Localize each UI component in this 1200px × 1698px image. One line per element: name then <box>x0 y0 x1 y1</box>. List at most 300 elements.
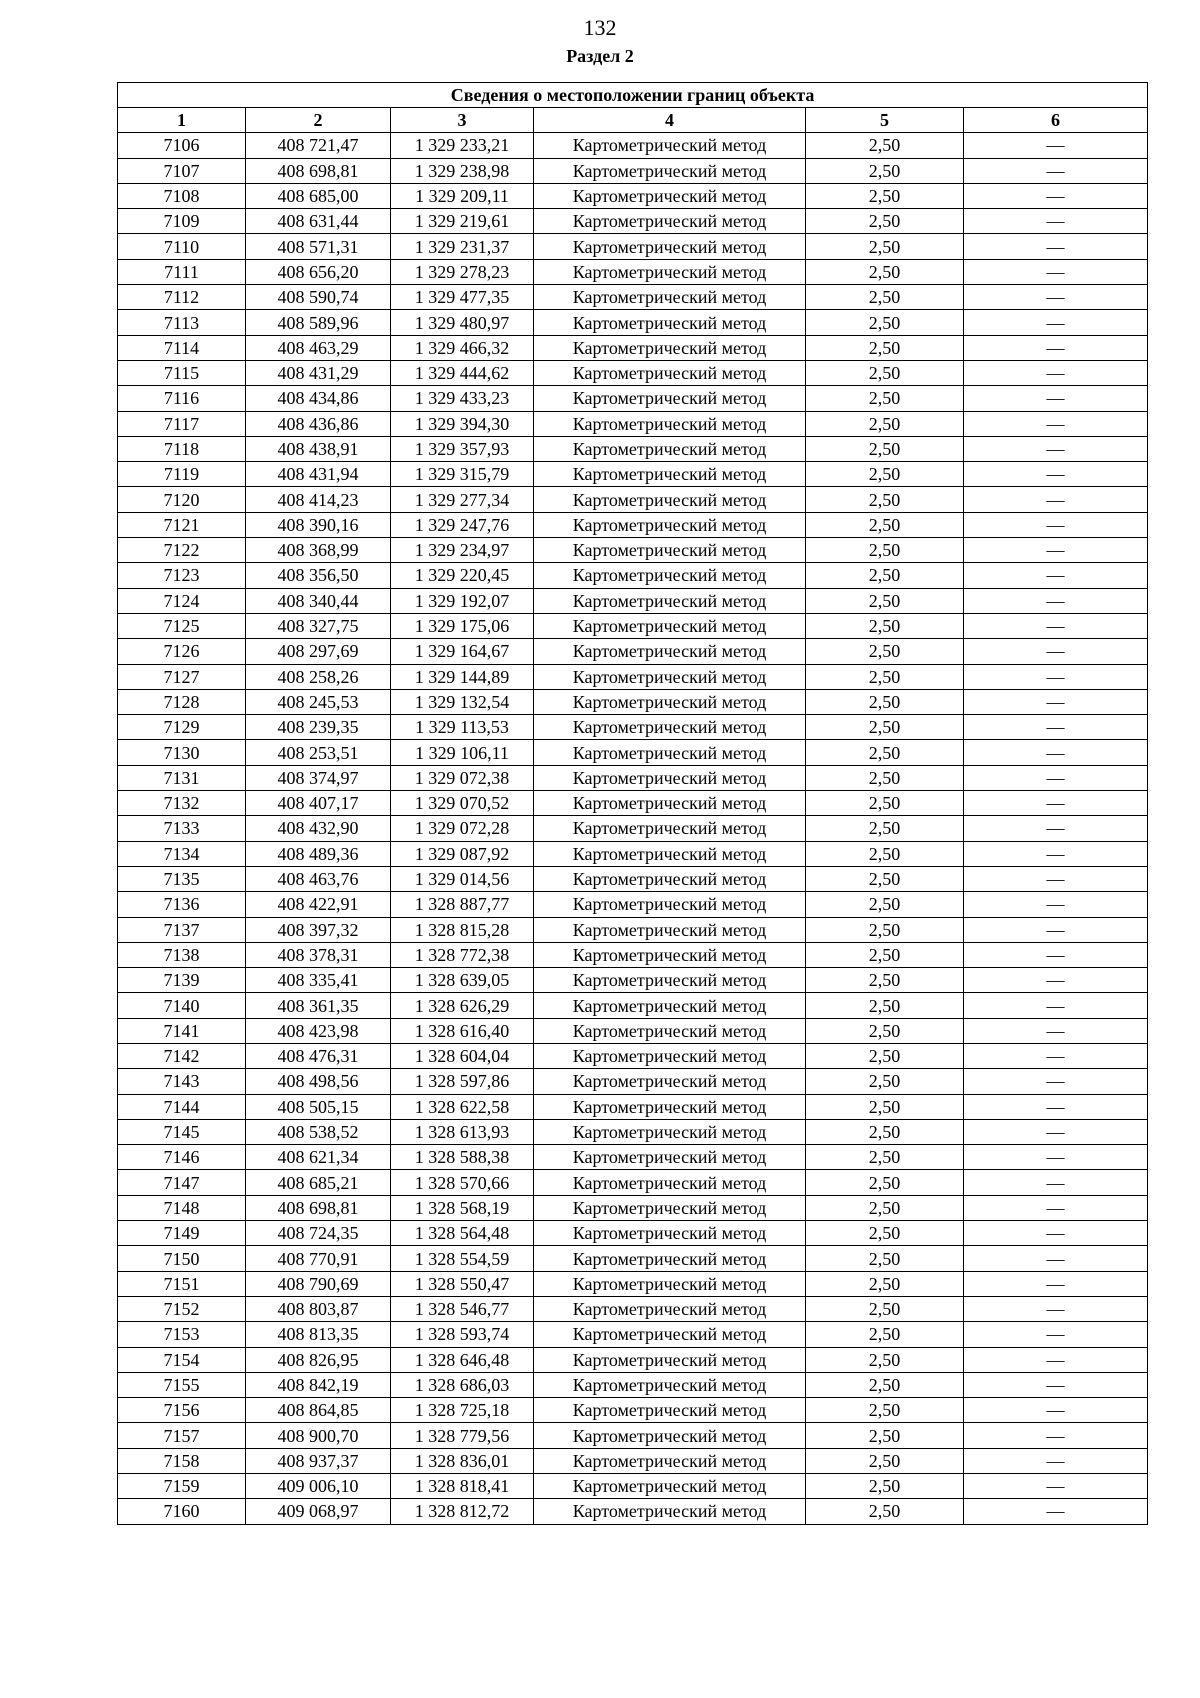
accuracy-cell: 2,50 <box>806 386 964 411</box>
table-row <box>118 1195 1148 1220</box>
column-header-row <box>118 108 1148 133</box>
x-coordinate-cell: 408 361,35 <box>246 993 391 1018</box>
x-coordinate-cell: 408 438,91 <box>246 436 391 461</box>
method-cell: Картометрический метод <box>534 816 806 841</box>
table-row <box>118 1246 1148 1271</box>
point-number-cell: 7147 <box>118 1170 246 1195</box>
description-cell: — <box>964 765 1148 790</box>
table-caption: Сведения о местоположении границ объекта <box>118 83 1148 108</box>
y-coordinate-cell: 1 328 616,40 <box>391 1018 534 1043</box>
accuracy-cell: 2,50 <box>806 613 964 638</box>
y-coordinate-cell: 1 328 836,01 <box>391 1448 534 1473</box>
x-coordinate-cell: 409 068,97 <box>246 1499 391 1524</box>
point-number-cell: 7129 <box>118 715 246 740</box>
table-row <box>118 1398 1148 1423</box>
table-row <box>118 411 1148 436</box>
point-number-cell: 7116 <box>118 386 246 411</box>
y-coordinate-cell: 1 329 278,23 <box>391 259 534 284</box>
description-cell: — <box>964 1221 1148 1246</box>
table-row <box>118 310 1148 335</box>
y-coordinate-cell: 1 329 144,89 <box>391 664 534 689</box>
accuracy-cell: 2,50 <box>806 1018 964 1043</box>
table-row <box>118 993 1148 1018</box>
accuracy-cell: 2,50 <box>806 1043 964 1068</box>
y-coordinate-cell: 1 329 219,61 <box>391 209 534 234</box>
x-coordinate-cell: 408 335,41 <box>246 968 391 993</box>
method-cell: Картометрический метод <box>534 1195 806 1220</box>
point-number-cell: 7137 <box>118 917 246 942</box>
point-number-cell: 7155 <box>118 1372 246 1397</box>
accuracy-cell: 2,50 <box>806 462 964 487</box>
x-coordinate-cell: 408 432,90 <box>246 816 391 841</box>
table-row <box>118 1018 1148 1043</box>
y-coordinate-cell: 1 329 433,23 <box>391 386 534 411</box>
method-cell: Картометрический метод <box>534 133 806 158</box>
description-cell: — <box>964 1069 1148 1094</box>
description-cell: — <box>964 386 1148 411</box>
x-coordinate-cell: 408 826,95 <box>246 1347 391 1372</box>
table-row <box>118 917 1148 942</box>
table-row <box>118 1271 1148 1296</box>
description-cell: — <box>964 1246 1148 1271</box>
y-coordinate-cell: 1 329 106,11 <box>391 740 534 765</box>
y-coordinate-cell: 1 329 394,30 <box>391 411 534 436</box>
method-cell: Картометрический метод <box>534 740 806 765</box>
y-coordinate-cell: 1 329 209,11 <box>391 183 534 208</box>
point-number-cell: 7150 <box>118 1246 246 1271</box>
method-cell: Картометрический метод <box>534 234 806 259</box>
x-coordinate-cell: 408 538,52 <box>246 1119 391 1144</box>
x-coordinate-cell: 408 407,17 <box>246 791 391 816</box>
description-cell: — <box>964 1474 1148 1499</box>
x-coordinate-cell: 408 498,56 <box>246 1069 391 1094</box>
table-row <box>118 841 1148 866</box>
table-row <box>118 1221 1148 1246</box>
y-coordinate-cell: 1 329 466,32 <box>391 335 534 360</box>
accuracy-cell: 2,50 <box>806 715 964 740</box>
table-row <box>118 1372 1148 1397</box>
table-row <box>118 133 1148 158</box>
method-cell: Картометрический метод <box>534 1347 806 1372</box>
method-cell: Картометрический метод <box>534 1018 806 1043</box>
description-cell: — <box>964 335 1148 360</box>
description-cell: — <box>964 588 1148 613</box>
x-coordinate-cell: 408 414,23 <box>246 487 391 512</box>
table-row <box>118 689 1148 714</box>
method-cell: Картометрический метод <box>534 386 806 411</box>
x-coordinate-cell: 408 790,69 <box>246 1271 391 1296</box>
x-coordinate-cell: 408 685,00 <box>246 183 391 208</box>
table-row <box>118 234 1148 259</box>
point-number-cell: 7112 <box>118 285 246 310</box>
x-coordinate-cell: 408 239,35 <box>246 715 391 740</box>
description-cell: — <box>964 740 1148 765</box>
table-row <box>118 436 1148 461</box>
table-row <box>118 1296 1148 1321</box>
table-row <box>118 1322 1148 1347</box>
description-cell: — <box>964 487 1148 512</box>
point-number-cell: 7158 <box>118 1448 246 1473</box>
column-header: 5 <box>806 108 964 133</box>
method-cell: Картометрический метод <box>534 1043 806 1068</box>
x-coordinate-cell: 408 621,34 <box>246 1145 391 1170</box>
table-row <box>118 791 1148 816</box>
accuracy-cell: 2,50 <box>806 183 964 208</box>
y-coordinate-cell: 1 328 593,74 <box>391 1322 534 1347</box>
description-cell: — <box>964 841 1148 866</box>
accuracy-cell: 2,50 <box>806 1423 964 1448</box>
table-row <box>118 816 1148 841</box>
table-row <box>118 892 1148 917</box>
x-coordinate-cell: 408 813,35 <box>246 1322 391 1347</box>
x-coordinate-cell: 408 900,70 <box>246 1423 391 1448</box>
method-cell: Картометрический метод <box>534 1145 806 1170</box>
table-row <box>118 1119 1148 1144</box>
description-cell: — <box>964 1347 1148 1372</box>
method-cell: Картометрический метод <box>534 689 806 714</box>
table-row <box>118 158 1148 183</box>
table-row <box>118 487 1148 512</box>
method-cell: Картометрический метод <box>534 360 806 385</box>
y-coordinate-cell: 1 329 480,97 <box>391 310 534 335</box>
table-row <box>118 259 1148 284</box>
accuracy-cell: 2,50 <box>806 942 964 967</box>
y-coordinate-cell: 1 328 546,77 <box>391 1296 534 1321</box>
x-coordinate-cell: 408 431,29 <box>246 360 391 385</box>
y-coordinate-cell: 1 329 247,76 <box>391 512 534 537</box>
point-number-cell: 7142 <box>118 1043 246 1068</box>
description-cell: — <box>964 639 1148 664</box>
method-cell: Картометрический метод <box>534 209 806 234</box>
description-cell: — <box>964 1271 1148 1296</box>
accuracy-cell: 2,50 <box>806 1398 964 1423</box>
point-number-cell: 7143 <box>118 1069 246 1094</box>
x-coordinate-cell: 408 476,31 <box>246 1043 391 1068</box>
accuracy-cell: 2,50 <box>806 791 964 816</box>
description-cell: — <box>964 892 1148 917</box>
y-coordinate-cell: 1 329 192,07 <box>391 588 534 613</box>
table-row <box>118 386 1148 411</box>
point-number-cell: 7160 <box>118 1499 246 1524</box>
x-coordinate-cell: 408 631,44 <box>246 209 391 234</box>
x-coordinate-cell: 408 245,53 <box>246 689 391 714</box>
description-cell: — <box>964 1423 1148 1448</box>
y-coordinate-cell: 1 329 444,62 <box>391 360 534 385</box>
accuracy-cell: 2,50 <box>806 689 964 714</box>
table-row <box>118 1069 1148 1094</box>
accuracy-cell: 2,50 <box>806 1246 964 1271</box>
description-cell: — <box>964 917 1148 942</box>
method-cell: Картометрический метод <box>534 512 806 537</box>
description-cell: — <box>964 1499 1148 1524</box>
accuracy-cell: 2,50 <box>806 234 964 259</box>
description-cell: — <box>964 234 1148 259</box>
y-coordinate-cell: 1 329 113,53 <box>391 715 534 740</box>
x-coordinate-cell: 408 397,32 <box>246 917 391 942</box>
point-number-cell: 7156 <box>118 1398 246 1423</box>
x-coordinate-cell: 408 463,29 <box>246 335 391 360</box>
method-cell: Картометрический метод <box>534 639 806 664</box>
method-cell: Картометрический метод <box>534 765 806 790</box>
point-number-cell: 7110 <box>118 234 246 259</box>
accuracy-cell: 2,50 <box>806 1322 964 1347</box>
table-row <box>118 563 1148 588</box>
table-row <box>118 285 1148 310</box>
y-coordinate-cell: 1 329 072,28 <box>391 816 534 841</box>
point-number-cell: 7111 <box>118 259 246 284</box>
accuracy-cell: 2,50 <box>806 1499 964 1524</box>
accuracy-cell: 2,50 <box>806 1474 964 1499</box>
point-number-cell: 7117 <box>118 411 246 436</box>
x-coordinate-cell: 408 422,91 <box>246 892 391 917</box>
method-cell: Картометрический метод <box>534 917 806 942</box>
accuracy-cell: 2,50 <box>806 285 964 310</box>
point-number-cell: 7141 <box>118 1018 246 1043</box>
description-cell: — <box>964 715 1148 740</box>
point-number-cell: 7126 <box>118 639 246 664</box>
table-row <box>118 360 1148 385</box>
description-cell: — <box>964 1322 1148 1347</box>
accuracy-cell: 2,50 <box>806 841 964 866</box>
point-number-cell: 7134 <box>118 841 246 866</box>
point-number-cell: 7130 <box>118 740 246 765</box>
description-cell: — <box>964 1296 1148 1321</box>
method-cell: Картометрический метод <box>534 310 806 335</box>
point-number-cell: 7123 <box>118 563 246 588</box>
x-coordinate-cell: 408 685,21 <box>246 1170 391 1195</box>
description-cell: — <box>964 1448 1148 1473</box>
accuracy-cell: 2,50 <box>806 1094 964 1119</box>
method-cell: Картометрический метод <box>534 158 806 183</box>
description-cell: — <box>964 538 1148 563</box>
method-cell: Картометрический метод <box>534 487 806 512</box>
description-cell: — <box>964 209 1148 234</box>
point-number-cell: 7122 <box>118 538 246 563</box>
x-coordinate-cell: 408 590,74 <box>246 285 391 310</box>
table-row <box>118 1423 1148 1448</box>
x-coordinate-cell: 408 253,51 <box>246 740 391 765</box>
y-coordinate-cell: 1 329 072,38 <box>391 765 534 790</box>
point-number-cell: 7135 <box>118 866 246 891</box>
point-number-cell: 7148 <box>118 1195 246 1220</box>
table-row <box>118 1043 1148 1068</box>
table-row <box>118 209 1148 234</box>
description-cell: — <box>964 1119 1148 1144</box>
y-coordinate-cell: 1 328 646,48 <box>391 1347 534 1372</box>
x-coordinate-cell: 408 423,98 <box>246 1018 391 1043</box>
table-row <box>118 538 1148 563</box>
accuracy-cell: 2,50 <box>806 740 964 765</box>
x-coordinate-cell: 408 327,75 <box>246 613 391 638</box>
point-number-cell: 7109 <box>118 209 246 234</box>
y-coordinate-cell: 1 328 686,03 <box>391 1372 534 1397</box>
point-number-cell: 7107 <box>118 158 246 183</box>
table-row <box>118 335 1148 360</box>
y-coordinate-cell: 1 328 597,86 <box>391 1069 534 1094</box>
description-cell: — <box>964 1018 1148 1043</box>
method-cell: Картометрический метод <box>534 1221 806 1246</box>
column-header: 3 <box>391 108 534 133</box>
accuracy-cell: 2,50 <box>806 892 964 917</box>
table-row <box>118 664 1148 689</box>
table-row <box>118 715 1148 740</box>
point-number-cell: 7127 <box>118 664 246 689</box>
y-coordinate-cell: 1 328 818,41 <box>391 1474 534 1499</box>
description-cell: — <box>964 968 1148 993</box>
method-cell: Картометрический метод <box>534 993 806 1018</box>
x-coordinate-cell: 408 297,69 <box>246 639 391 664</box>
description-cell: — <box>964 563 1148 588</box>
x-coordinate-cell: 408 589,96 <box>246 310 391 335</box>
point-number-cell: 7108 <box>118 183 246 208</box>
method-cell: Картометрический метод <box>534 664 806 689</box>
method-cell: Картометрический метод <box>534 1499 806 1524</box>
point-number-cell: 7115 <box>118 360 246 385</box>
x-coordinate-cell: 408 463,76 <box>246 866 391 891</box>
x-coordinate-cell: 408 864,85 <box>246 1398 391 1423</box>
x-coordinate-cell: 408 340,44 <box>246 588 391 613</box>
y-coordinate-cell: 1 328 568,19 <box>391 1195 534 1220</box>
table-row <box>118 1145 1148 1170</box>
method-cell: Картометрический метод <box>534 1398 806 1423</box>
x-coordinate-cell: 408 258,26 <box>246 664 391 689</box>
method-cell: Картометрический метод <box>534 1094 806 1119</box>
table-row <box>118 1094 1148 1119</box>
point-number-cell: 7128 <box>118 689 246 714</box>
point-number-cell: 7119 <box>118 462 246 487</box>
point-number-cell: 7152 <box>118 1296 246 1321</box>
description-cell: — <box>964 259 1148 284</box>
x-coordinate-cell: 408 368,99 <box>246 538 391 563</box>
y-coordinate-cell: 1 329 231,37 <box>391 234 534 259</box>
point-number-cell: 7114 <box>118 335 246 360</box>
y-coordinate-cell: 1 329 164,67 <box>391 639 534 664</box>
point-number-cell: 7149 <box>118 1221 246 1246</box>
accuracy-cell: 2,50 <box>806 1448 964 1473</box>
y-coordinate-cell: 1 329 070,52 <box>391 791 534 816</box>
point-number-cell: 7154 <box>118 1347 246 1372</box>
y-coordinate-cell: 1 328 815,28 <box>391 917 534 942</box>
y-coordinate-cell: 1 329 220,45 <box>391 563 534 588</box>
x-coordinate-cell: 408 489,36 <box>246 841 391 866</box>
y-coordinate-cell: 1 328 812,72 <box>391 1499 534 1524</box>
method-cell: Картометрический метод <box>534 436 806 461</box>
accuracy-cell: 2,50 <box>806 209 964 234</box>
method-cell: Картометрический метод <box>534 335 806 360</box>
accuracy-cell: 2,50 <box>806 1170 964 1195</box>
description-cell: — <box>964 512 1148 537</box>
y-coordinate-cell: 1 329 234,97 <box>391 538 534 563</box>
x-coordinate-cell: 408 698,81 <box>246 1195 391 1220</box>
point-number-cell: 7113 <box>118 310 246 335</box>
y-coordinate-cell: 1 329 175,06 <box>391 613 534 638</box>
point-number-cell: 7124 <box>118 588 246 613</box>
point-number-cell: 7133 <box>118 816 246 841</box>
accuracy-cell: 2,50 <box>806 133 964 158</box>
method-cell: Картометрический метод <box>534 715 806 740</box>
y-coordinate-cell: 1 328 626,29 <box>391 993 534 1018</box>
description-cell: — <box>964 360 1148 385</box>
point-number-cell: 7151 <box>118 1271 246 1296</box>
y-coordinate-cell: 1 328 604,04 <box>391 1043 534 1068</box>
y-coordinate-cell: 1 328 554,59 <box>391 1246 534 1271</box>
accuracy-cell: 2,50 <box>806 993 964 1018</box>
description-cell: — <box>964 1372 1148 1397</box>
point-number-cell: 7139 <box>118 968 246 993</box>
page-number: 132 <box>583 15 617 40</box>
accuracy-cell: 2,50 <box>806 765 964 790</box>
method-cell: Картометрический метод <box>534 1474 806 1499</box>
method-cell: Картометрический метод <box>534 1246 806 1271</box>
accuracy-cell: 2,50 <box>806 360 964 385</box>
y-coordinate-cell: 1 328 887,77 <box>391 892 534 917</box>
accuracy-cell: 2,50 <box>806 1069 964 1094</box>
x-coordinate-cell: 408 356,50 <box>246 563 391 588</box>
x-coordinate-cell: 408 770,91 <box>246 1246 391 1271</box>
x-coordinate-cell: 408 390,16 <box>246 512 391 537</box>
x-coordinate-cell: 408 656,20 <box>246 259 391 284</box>
description-cell: — <box>964 993 1148 1018</box>
y-coordinate-cell: 1 328 570,66 <box>391 1170 534 1195</box>
point-number-cell: 7153 <box>118 1322 246 1347</box>
method-cell: Картометрический метод <box>534 1448 806 1473</box>
description-cell: — <box>964 791 1148 816</box>
method-cell: Картометрический метод <box>534 613 806 638</box>
table-body <box>118 133 1148 1524</box>
table-row <box>118 512 1148 537</box>
column-header: 4 <box>534 108 806 133</box>
y-coordinate-cell: 1 329 477,35 <box>391 285 534 310</box>
accuracy-cell: 2,50 <box>806 1296 964 1321</box>
accuracy-cell: 2,50 <box>806 259 964 284</box>
y-coordinate-cell: 1 328 613,93 <box>391 1119 534 1144</box>
y-coordinate-cell: 1 329 315,79 <box>391 462 534 487</box>
x-coordinate-cell: 408 505,15 <box>246 1094 391 1119</box>
method-cell: Картометрический метод <box>534 285 806 310</box>
x-coordinate-cell: 408 803,87 <box>246 1296 391 1321</box>
description-cell: — <box>964 183 1148 208</box>
method-cell: Картометрический метод <box>534 563 806 588</box>
y-coordinate-cell: 1 329 233,21 <box>391 133 534 158</box>
accuracy-cell: 2,50 <box>806 1195 964 1220</box>
accuracy-cell: 2,50 <box>806 538 964 563</box>
table-row <box>118 765 1148 790</box>
method-cell: Картометрический метод <box>534 1423 806 1448</box>
accuracy-cell: 2,50 <box>806 1347 964 1372</box>
point-number-cell: 7140 <box>118 993 246 1018</box>
method-cell: Картометрический метод <box>534 411 806 436</box>
y-coordinate-cell: 1 329 132,54 <box>391 689 534 714</box>
x-coordinate-cell: 408 721,47 <box>246 133 391 158</box>
column-header: 2 <box>246 108 391 133</box>
method-cell: Картометрический метод <box>534 588 806 613</box>
accuracy-cell: 2,50 <box>806 487 964 512</box>
accuracy-cell: 2,50 <box>806 968 964 993</box>
method-cell: Картометрический метод <box>534 968 806 993</box>
table-row <box>118 1170 1148 1195</box>
accuracy-cell: 2,50 <box>806 639 964 664</box>
y-coordinate-cell: 1 328 588,38 <box>391 1145 534 1170</box>
accuracy-cell: 2,50 <box>806 866 964 891</box>
point-number-cell: 7132 <box>118 791 246 816</box>
y-coordinate-cell: 1 329 014,56 <box>391 866 534 891</box>
column-header: 1 <box>118 108 246 133</box>
point-number-cell: 7118 <box>118 436 246 461</box>
method-cell: Картометрический метод <box>534 942 806 967</box>
table-row <box>118 613 1148 638</box>
x-coordinate-cell: 408 374,97 <box>246 765 391 790</box>
method-cell: Картометрический метод <box>534 841 806 866</box>
